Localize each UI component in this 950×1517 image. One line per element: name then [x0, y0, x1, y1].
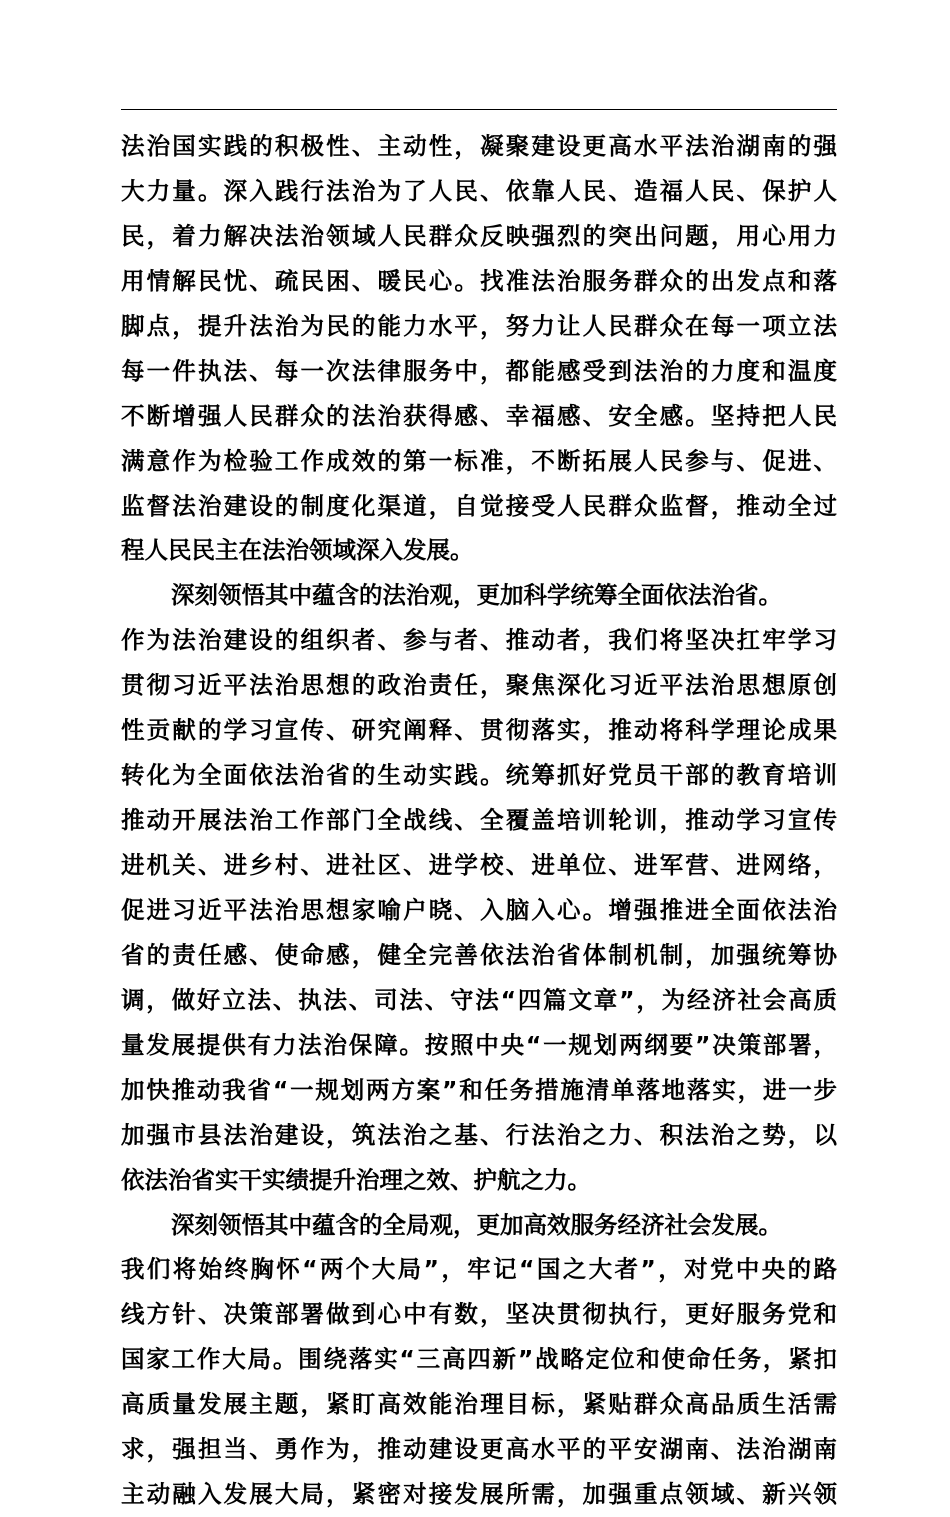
text-line: 作为法治建设的组织者、参与者、推动者，我们将坚决扛牢学习	[121, 626, 837, 655]
text-line: 转化为全面依法治省的生动实践。统筹抓好党员干部的教育培训	[121, 761, 837, 790]
text-line: 每一件执法、每一次法律服务中，都能感受到法治的力度和温度	[121, 356, 837, 385]
paragraph-first-line: 深刻领悟其中蕴含的全局观，更加高效服务经济社会发展。	[171, 1210, 782, 1239]
header-rule	[121, 109, 837, 110]
text-line: 满意作为检验工作成效的第一标准，不断拓展人民参与、促进、	[121, 446, 837, 475]
paragraph-last-line: 程人民民主在法治领域深入发展。	[121, 536, 474, 565]
text-line: 促进习近平法治思想家喻户晓、入脑入心。增强推进全面依法治	[121, 895, 837, 924]
text-line: 加快推动我省“一规划两方案”和任务措施清单落地落实，进一步	[121, 1075, 837, 1104]
text-line: 我们将始终胸怀“两个大局”，牢记“国之大者”，对党中央的路	[121, 1255, 837, 1284]
text-line: 进机关、进乡村、进社区、进学校、进单位、进军营、进网络，	[121, 851, 837, 879]
text-line: 线方针、决策部署做到心中有数，坚决贯彻执行，更好服务党和	[121, 1300, 837, 1329]
text-line: 高质量发展主题，紧盯高效能治理目标，紧贴群众高品质生活需	[121, 1390, 837, 1419]
text-line: 性贡献的学习宣传、研究阐释、贯彻落实，推动将科学理论成果	[121, 716, 837, 745]
text-line: 不断增强人民群众的法治获得感、幸福感、安全感。坚持把人民	[121, 401, 837, 430]
text-line: 法治国实践的积极性、主动性，凝聚建设更高水平法治湖南的强	[121, 132, 837, 160]
text-line: 贯彻习近平法治思想的政治责任，聚焦深化习近平法治思想原创	[121, 671, 837, 700]
text-line: 主动融入发展大局，紧密对接发展所需，加强重点领域、新兴领	[121, 1480, 837, 1509]
text-line: 求，强担当、勇作为，推动建设更高水平的平安湖南、法治湖南	[121, 1435, 837, 1464]
text-line: 监督法治建设的制度化渠道，自觉接受人民群众监督，推动全过	[121, 491, 837, 520]
text-line: 大力量。深入践行法治为了人民、依靠人民、造福人民、保护人	[121, 176, 837, 205]
text-line: 推动开展法治工作部门全战线、全覆盖培训轮训，推动学习宣传	[121, 806, 837, 835]
text-line: 国家工作大局。围绕落实“三高四新”战略定位和使命任务，紧扣	[121, 1345, 837, 1374]
text-line: 省的责任感、使命感，健全完善依法治省体制机制，加强统筹协	[121, 940, 837, 969]
text-line: 民，着力解决法治领域人民群众反映强烈的突出问题，用心用力	[121, 221, 837, 250]
text-line: 量发展提供有力法治保障。按照中央“一规划两纲要”决策部署，	[121, 1030, 837, 1059]
paragraph-first-line: 深刻领悟其中蕴含的法治观，更加科学统筹全面依法治省。	[171, 581, 782, 610]
document-body	[121, 124, 837, 1517]
text-line: 调，做好立法、执法、司法、守法“四篇文章”，为经济社会高质	[121, 985, 837, 1014]
text-line: 加强市县法治建设，筑法治之基、行法治之力、积法治之势，以	[121, 1120, 837, 1149]
text-line: 用情解民忧、疏民困、暖民心。找准法治服务群众的出发点和落	[121, 266, 837, 295]
text-line: 脚点，提升法治为民的能力水平，努力让人民群众在每一项立法	[121, 311, 837, 340]
paragraph-last-line: 依法治省实干实绩提升治理之效、护航之力。	[121, 1165, 591, 1194]
